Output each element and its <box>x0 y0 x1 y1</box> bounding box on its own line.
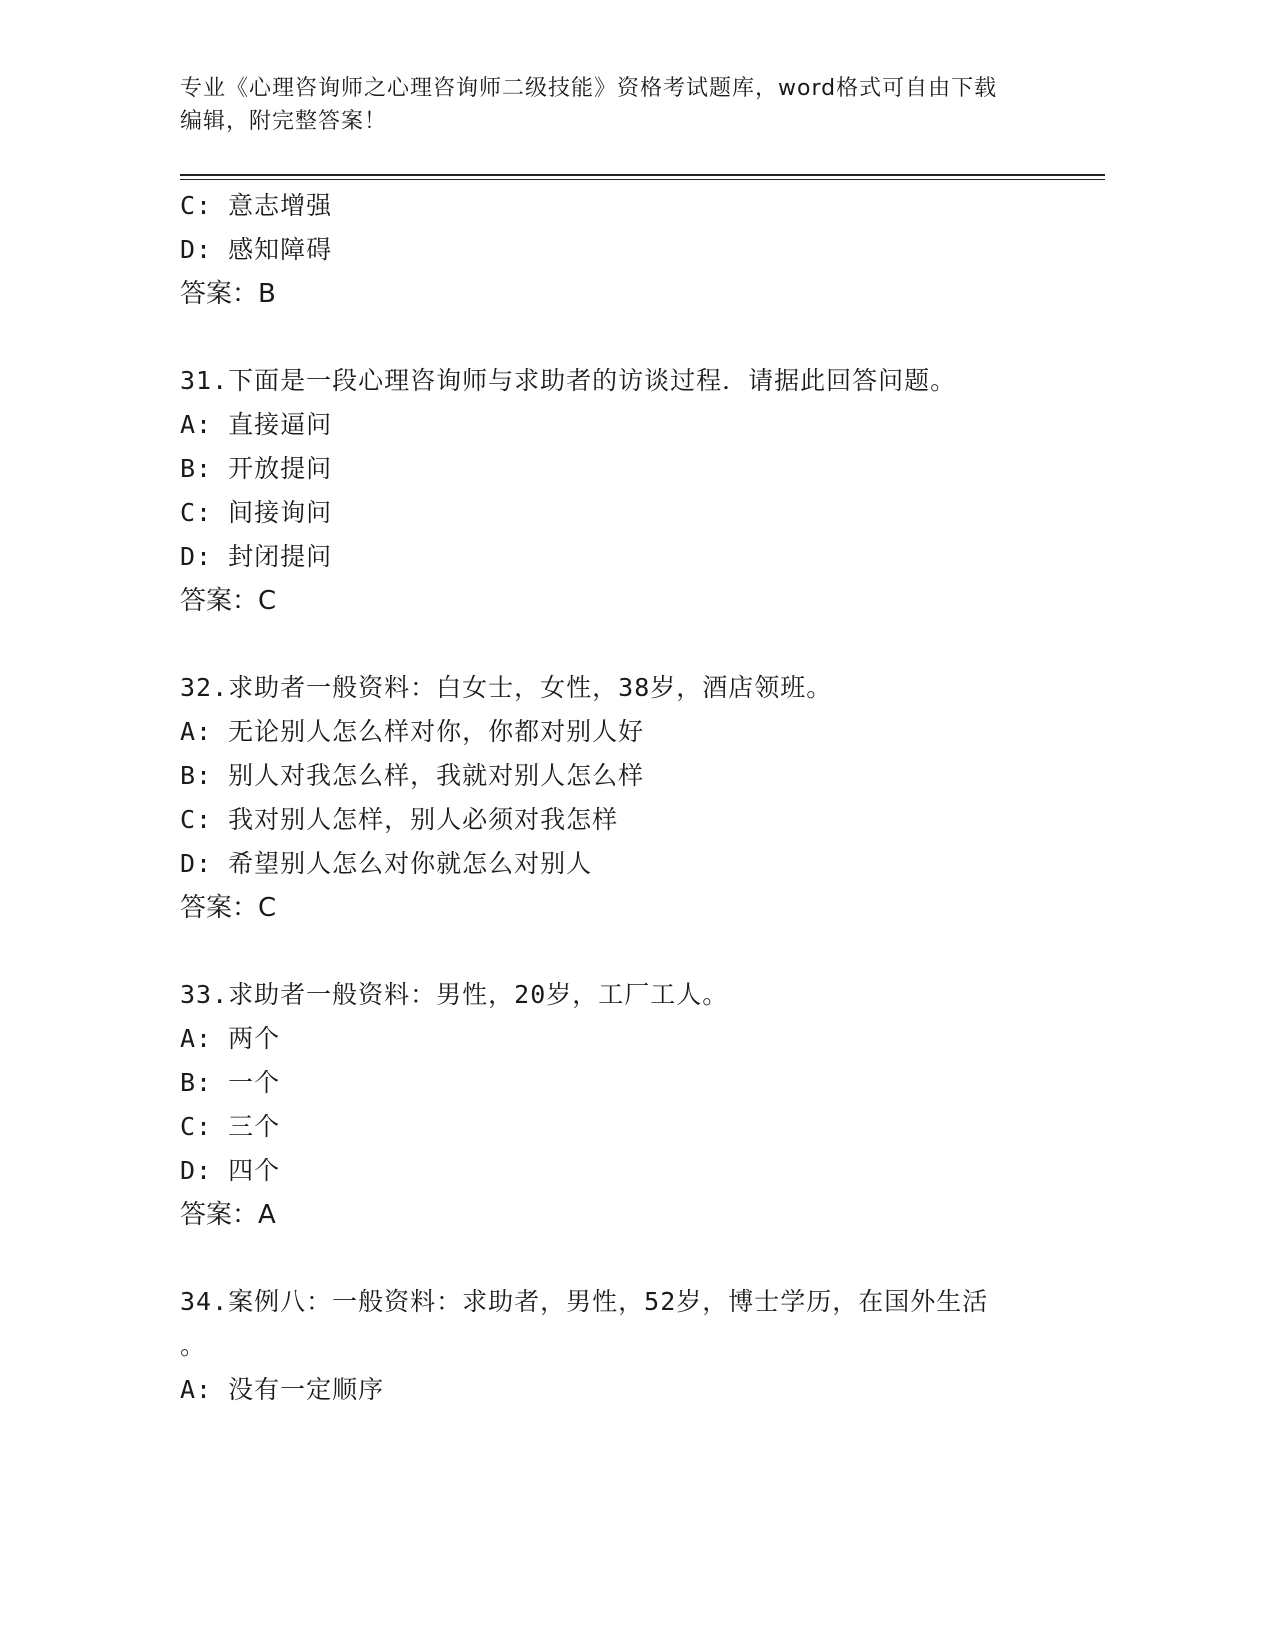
option-b: B: 一个 <box>180 1068 281 1097</box>
answer: 答案：C <box>180 586 277 616</box>
question-34-stem: 34.案例八：一般资料：求助者，男性，52岁，博士学历，在国外生活 <box>180 1287 989 1316</box>
header-line-2: 编辑，附完整答案！ <box>180 109 388 134</box>
option-b: B: 开放提问 <box>180 454 333 483</box>
answer: 答案：B <box>180 279 276 309</box>
answer: 答案：A <box>180 1200 276 1230</box>
option-c: C: 间接询问 <box>180 498 333 527</box>
question-32-stem: 32.求助者一般资料：白女士，女性，38岁，酒店领班。 <box>180 673 833 702</box>
answer: 答案：C <box>180 893 277 923</box>
question-33-stem: 33.求助者一般资料：男性，20岁，工厂工人。 <box>180 980 729 1009</box>
header-rule <box>180 174 1105 176</box>
option-c: C: 意志增强 <box>180 191 333 220</box>
option-d: D: 希望别人怎么对你就怎么对别人 <box>180 849 593 878</box>
header-rule-thin <box>180 179 1105 180</box>
option-a: A: 没有一定顺序 <box>180 1375 385 1404</box>
header-line-1: 专业《心理咨询师之心理咨询师二级技能》资格考试题库，word格式可自由下载 <box>180 76 998 101</box>
question-34-stem-continued: 。 <box>180 1331 207 1360</box>
question-31-stem: 31.下面是一段心理咨询师与求助者的访谈过程．请据此回答问题。 <box>180 366 957 395</box>
option-d: D: 封闭提问 <box>180 542 333 571</box>
option-d: D: 感知障碍 <box>180 235 333 264</box>
document-header <box>180 72 1040 138</box>
option-b: B: 别人对我怎么样，我就对别人怎么样 <box>180 761 645 790</box>
option-a: A: 两个 <box>180 1024 281 1053</box>
option-a: A: 直接逼问 <box>180 410 333 439</box>
option-c: C: 三个 <box>180 1112 281 1141</box>
option-c: C: 我对别人怎样，别人必须对我怎样 <box>180 805 619 834</box>
question-list <box>180 184 1105 1412</box>
option-d: D: 四个 <box>180 1156 281 1185</box>
option-a: A: 无论别人怎么样对你，你都对别人好 <box>180 717 645 746</box>
